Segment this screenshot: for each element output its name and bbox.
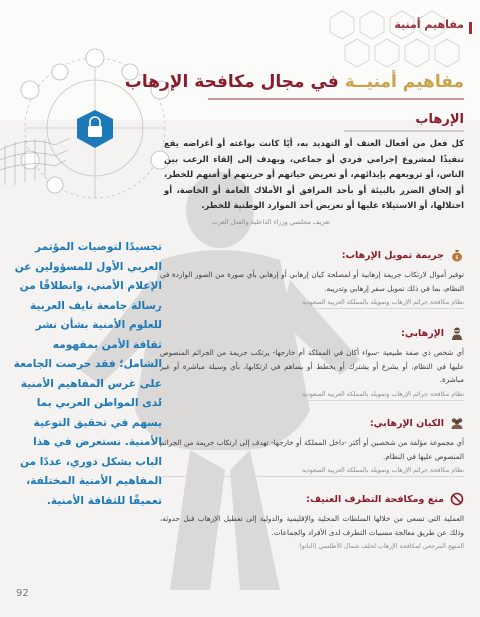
definition-divider [160, 400, 464, 401]
definition-title: جريمة تمويل الإرهاب: [341, 249, 444, 261]
terrorism-definition-text: كل فعل من أفعال العنف أو التهديد به، أيًا كانت بواعثه أو أغراضه يقع تنفيذًا لمشروع إجرامي فردي أو جماعي، ويهدف إلى إلقاء الرعب بين الناس، أو ترويعهم بإيذائهم، أو تعريض حياتهم أو حريتهم أو أمنهم للخطر، أو إلحاق الضرر بالبيئة أو بأحد المرافق أو الأملاك العامة أو الخاصة، أو احتلالها، أو الاستيلاء عليها أو تعريض أحد الموارد الوطنية للخطر. [164, 138, 464, 210]
definition-text: توفير أموال لارتكاب جريمة إرهابية أو لمصلحة كيان إرهابي أو إرهابي بأي صورة من الصور الواردة في النظام، بما في ذلك تمويل سفر إرهابي وتدريبه. [160, 270, 464, 293]
definition-header [160, 326, 464, 340]
definition-text: أي مجموعة مؤلفة من شخصين أو أكثر -داخل المملكة أو خارجها- تهدف إلى ارتكاب جريمة من الجرائم المنصوص عليها في النظام. [160, 438, 464, 461]
masked-person-icon [450, 326, 464, 340]
definition-text: أي شخص ذي صفة طبيعية -سواء أكان في المملكة أم خارجها- يرتكب جريمة من الجرائم المنصوص عليها في النظام، أو يشرع أو يشترك أو يخطط أو يساهم في ارتكابها، بأي وسيلة مباشرة أو غير مباشرة. [160, 348, 464, 384]
terrorism-definition-source: تعريف مجلسي وزراء الداخلية والعدل العرب [211, 218, 330, 226]
definition-block [160, 326, 464, 401]
definition-text: العملية التي تسعى من خلالها السلطات المحلية والإقليمية والدولية إلى تعطيل الإرهاب قبل حدوثه، وذلك عن طريق معالجة مسببات التطرف لدى الأفراد والجماعات. [160, 514, 464, 537]
definition-header [160, 248, 464, 262]
group-icon [450, 416, 464, 430]
definition-block [160, 492, 464, 550]
sidebar-intro-text: تجسيدًا لتوصيات المؤتمر العربي الأول للمسؤولين عن الإعلام الأمني، وانطلاقًا من رسالة جامعة نايف العربية للعلوم الأمنية بشأن نشر ثقافة الأمن بمفهومه الشامل؛ فقد حرصت الجامعة على غرس المفاهيم الأمنية لدى المواطن العربي بما يسهم في تحقيق التوعية الأمنية. نستعرض في هذا الباب بشكل دوري، عددًا من المفاهيم الأمنية المختلفة، تعميقًا للثقافة الأمنية. [13, 241, 162, 507]
title-underline [208, 98, 464, 100]
svg-text:$: $ [455, 255, 459, 261]
page-title-rest: في مجال مكافحة الإرهاب [124, 72, 345, 92]
terrorism-heading: الإرهاب [415, 112, 464, 127]
definition-header [160, 416, 464, 430]
section-tag: مفاهيم أمنية [394, 18, 464, 31]
definition-source: نظام مكافحة جرائم الإرهاب وتمويله بالمملكة العربية السعودية [301, 299, 464, 306]
definition-divider [160, 308, 464, 309]
page-title-highlight: مفاهيم أمنيــة [344, 72, 464, 92]
page-number: 92 [16, 588, 29, 599]
definition-source: المنهج المرجعي لمكافحة الإرهاب لحلف شمال الأطلسي (الناتو) [299, 543, 464, 550]
terrorism-heading-rule [344, 130, 464, 132]
definition-block [160, 248, 464, 309]
definition-title: الكيان الإرهابي: [369, 417, 444, 429]
definition-header [160, 492, 464, 506]
definition-title: منع ومكافحة التطرف العنيف: [306, 493, 444, 505]
definition-source: نظام مكافحة جرائم الإرهاب وتمويله بالمملكة العربية السعودية [301, 390, 464, 398]
page-title [125, 72, 464, 92]
prohibition-icon [450, 492, 464, 506]
section-tag-bar [469, 22, 472, 34]
definition-source: نظام مكافحة جرائم الإرهاب وتمويله بالمملكة العربية السعودية [301, 467, 464, 474]
definition-divider [160, 476, 464, 477]
definition-block [160, 416, 464, 477]
definition-title: الإرهابي: [401, 327, 444, 339]
cyber-security-illustration [0, 10, 190, 210]
money-bag-icon [450, 248, 464, 262]
